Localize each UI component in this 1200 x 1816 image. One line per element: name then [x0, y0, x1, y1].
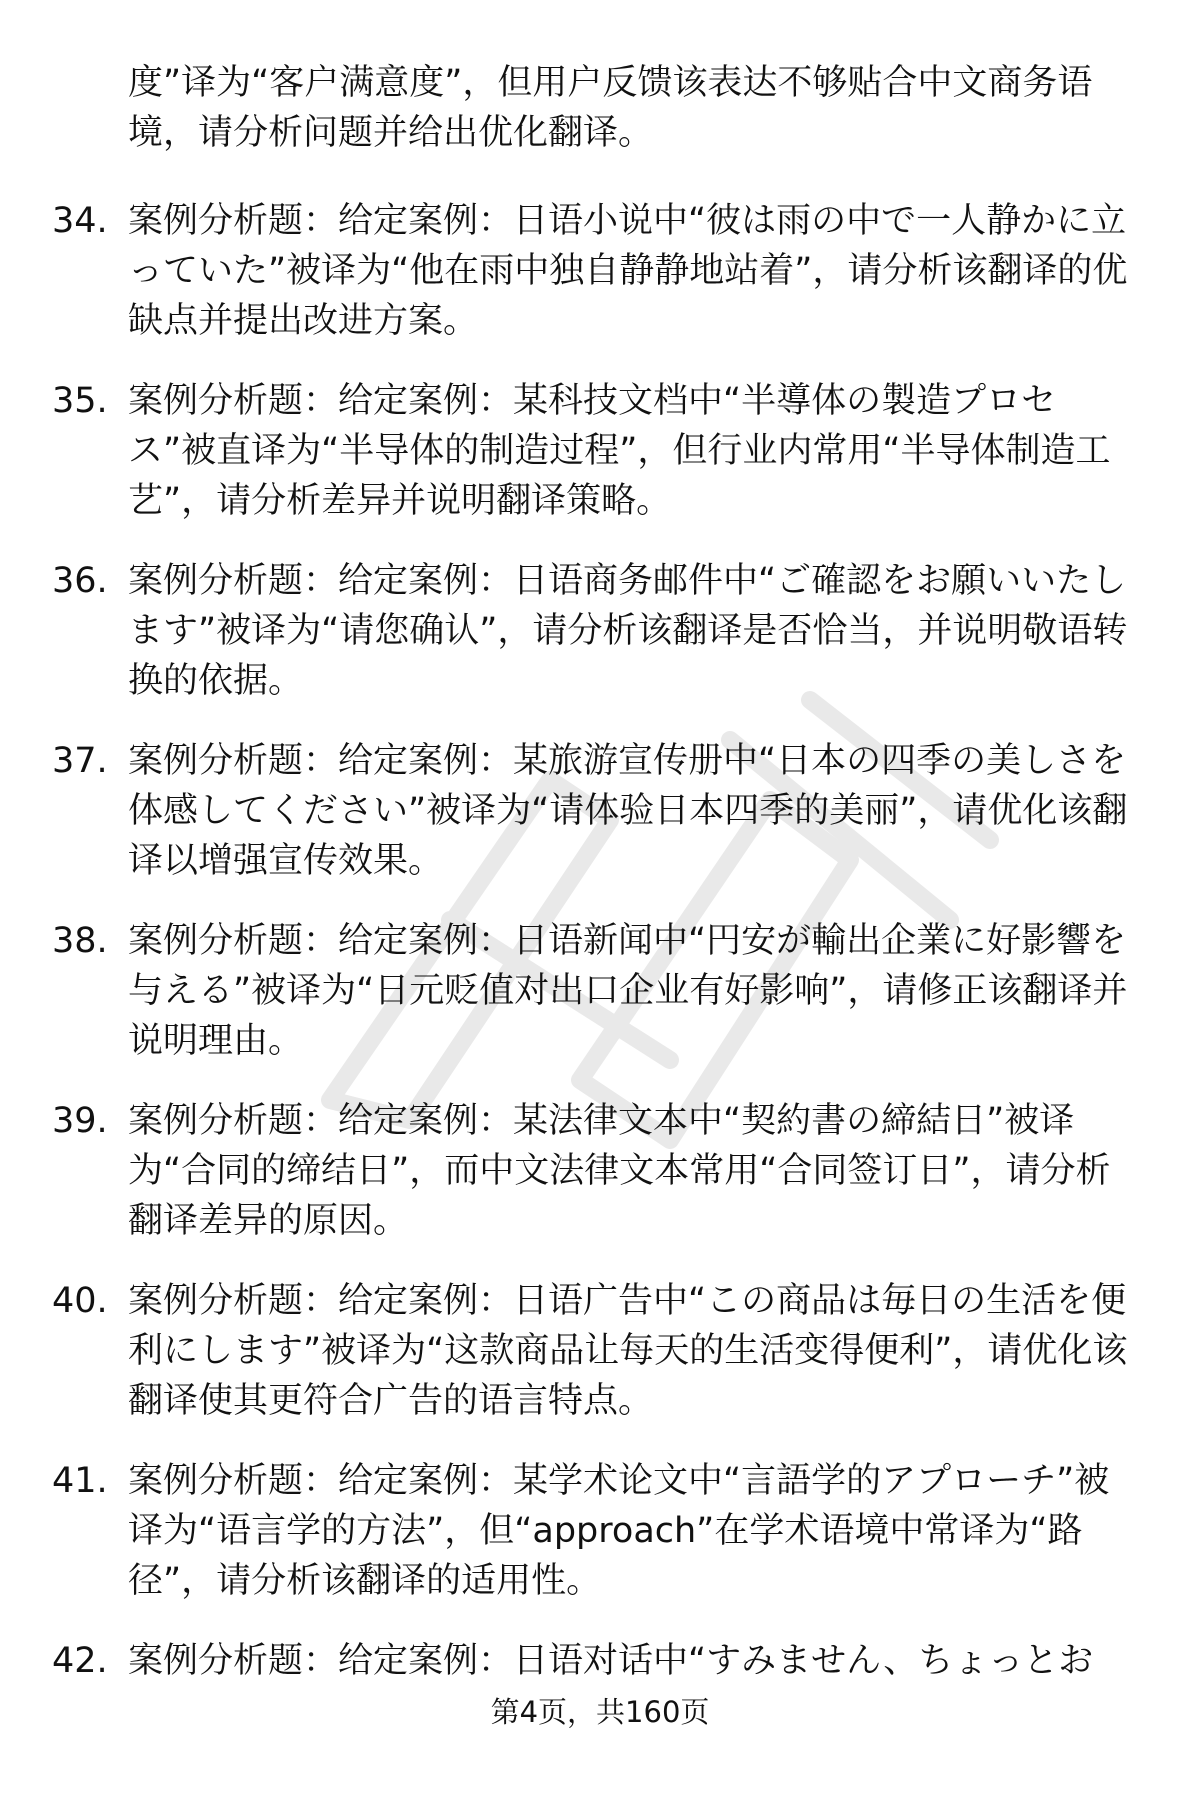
question-text: 案例分析题：给定案例：某学术论文中“言語学的アプローチ”被译为“语言学的方法”，但“approach”在学术语境中常译为“路径”，请分析该翻译的适用性。	[128, 1461, 1110, 1601]
question-number: 39.	[52, 1101, 108, 1141]
question-item	[0, 1096, 1200, 1276]
question-number: 38.	[52, 921, 108, 961]
question-item	[0, 376, 1200, 556]
question-text: 案例分析题：给定案例：日语新闻中“円安が輸出企業に好影響を与える”被译为“日元贬值对出口企业有好影响”，请修正该翻译并说明理由。	[128, 921, 1128, 1061]
question-number: 36.	[52, 561, 108, 601]
question-number: 35.	[52, 381, 108, 421]
question-number: 42.	[52, 1641, 108, 1681]
question-number: 40.	[52, 1281, 108, 1321]
question-text: 案例分析题：给定案例：某旅游宣传册中“日本の四季の美しさを体感してください”被译为“请体验日本四季的美丽”，请优化该翻译以增强宣传效果。	[128, 741, 1128, 881]
question-item	[0, 736, 1200, 916]
question-number: 41.	[52, 1461, 108, 1501]
question-item	[0, 556, 1200, 736]
question-list	[0, 196, 1200, 1816]
question-text: 案例分析题：给定案例：某科技文档中“半導体の製造プロセス”被直译为“半导体的制造过程”，但行业内常用“半导体制造工艺”，请分析差异并说明翻译策略。	[128, 381, 1111, 521]
question-item	[0, 1276, 1200, 1456]
question-text: 案例分析题：给定案例：某法律文本中“契約書の締結日”被译为“合同的缔结日”，而中文法律文本常用“合同签订日”，请分析翻译差异的原因。	[128, 1101, 1111, 1241]
question-item	[0, 1456, 1200, 1636]
question-item	[0, 916, 1200, 1096]
question-number: 34.	[52, 201, 108, 241]
question-text: 案例分析题：给定案例：日语小说中“彼は雨の中で一人静かに立っていた”被译为“他在雨中独自静静地站着”，请分析该翻译的优缺点并提出改进方案。	[128, 201, 1128, 341]
question-text: 案例分析题：给定案例：日语对话中“すみません、ちょっとお	[128, 1641, 1094, 1681]
page-footer: 第4页，共160页	[490, 1695, 710, 1729]
question-text: 案例分析题：给定案例：日语广告中“この商品は毎日の生活を便利にします”被译为“这款商品让每天的生活变得便利”，请优化该翻译使其更符合广告的语言特点。	[128, 1281, 1128, 1421]
question-item	[0, 196, 1200, 376]
question-text: 案例分析题：给定案例：日语商务邮件中“ご確認をお願いいたします”被译为“请您确认”，请分析该翻译是否恰当，并说明敬语转换的依据。	[128, 561, 1128, 701]
question-number: 37.	[52, 741, 108, 781]
continuation-text: 度”译为“客户满意度”，但用户反馈该表达不够贴合中文商务语境，请分析问题并给出优化翻译。	[128, 63, 1093, 153]
